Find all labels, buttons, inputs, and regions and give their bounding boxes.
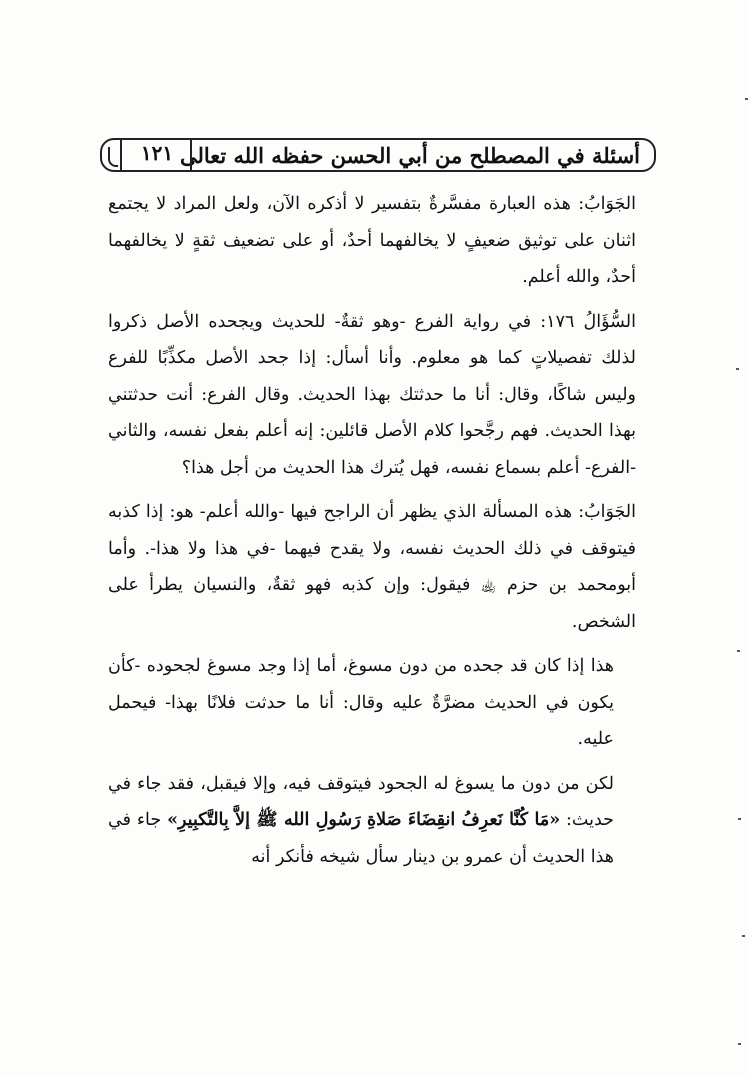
scan-speck [738,1043,741,1045]
paragraph-text: هذه العبارة مفسَّرةٌ بتفسير لا أذكره الآن، ولعل المراد لا يجتمع اثنان على توثيق ضعيفٍ لا يخالفهما أحدٌ، أو على تضعيف ثقةٍ لا يخالفهما أحدٌ، والله أعلم. [108,194,636,287]
answer-label: الجَوَابُ: [578,194,636,214]
scan-speck [737,650,740,652]
header-title: أسئلة في المصطلح من أبي الحسن حفظه الله تعالى [179,143,640,168]
answer-paragraph [108,494,636,640]
body-paragraph [108,766,636,876]
answer-paragraph [108,186,636,296]
scan-speck [738,818,741,820]
page-number-frame [120,138,192,172]
paragraph-text: هذا إذا كان قد جحده من دون مسوغ، أما إذا وجد مسوغ لجحوده -كأن يكون في الحديث مضرَّةٌ عليه وقال: أنا ما حدثت فلانًا بهذا- فيحمل عليه. [108,656,614,749]
question-label: السُّؤَالُ [583,311,636,332]
paragraph-text: هذه المسألة الذي يظهر أن الراجح فيها -والله أعلم- هو: إذا كذبه فيتوقف في ذلك الحديث نفسه، ولا يقدح فيهما -في هذا ولا هذا-. وأما أبومحمد بن حزم ﵀ فيقول: وإن كذبه فهو ثقةٌ، والنسيان يطرأ على الشخص. [108,502,636,632]
answer-label: الجَوَابُ: [578,502,636,522]
running-header [100,138,656,172]
scan-speck [736,368,739,370]
header-corner-ornament [108,147,118,167]
body-text [108,186,636,883]
paragraph-text: جاء في هذا الحديث أن عمرو بن دينار سأل شيخه فأنكر أنه [108,810,614,867]
hadith-quote: «مَا كُنَّا نَعرِفُ انقِضَاءَ صَلاةِ رَسُولِ الله ﷺ إلاَّ بِالتَّكبِيرِ» [167,810,561,830]
scan-speck [742,935,745,937]
paragraph-text: ١٧٦: في رواية الفرع -وهو ثقةٌ- للحديث ويجحده الأصل ذكروا لذلك تفصيلاتٍ كما هو معلوم. وأنا أسأل: إذا جحد الأصل مكذِّبًا للفرع وليس شاكًا، وقال: أنا ما حدثتك بهذا الحديث. وقال الفرع: أنت حدثتني بهذا الحديث. فهم رجَّحوا كلام الأصل قائلين: إنه أعلم بفعل نفسه، والثاني -الفرع- أعلم بسماع نفسه، فهل يُترك هذا الحديث من أجل هذا؟ [108,311,636,478]
body-paragraph [108,648,636,758]
paragraph-text: لكن من دون ما يسوغ له الجحود فيتوقف فيه، وإلا فيقبل، فقد جاء في حديث: [108,773,614,830]
scan-speck [745,98,748,100]
page-number: ١٢١ [140,141,174,165]
question-paragraph [108,304,636,487]
